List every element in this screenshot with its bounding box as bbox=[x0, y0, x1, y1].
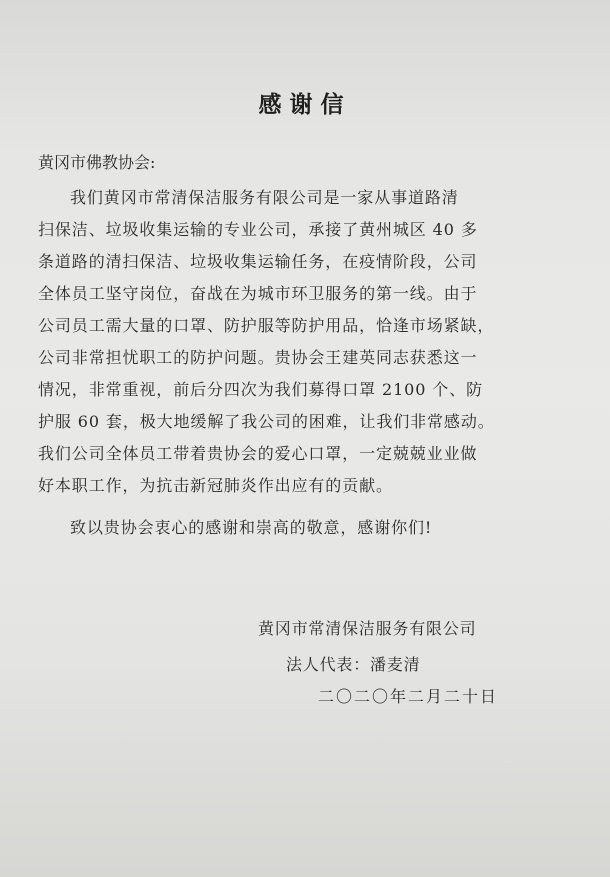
salutation: 黄冈市佛教协会: bbox=[38, 153, 156, 172]
body-line: 我们公司全体员工带着贵协会的爱心口罩，一定兢兢业业做 bbox=[38, 444, 478, 463]
body-line: 护服 60 套，极大地缓解了我公司的困难，让我们非常感动。 bbox=[38, 412, 495, 431]
signature-date: 二〇二〇年二月二十日 bbox=[318, 687, 499, 706]
letter-body bbox=[38, 182, 578, 502]
signature-representative: 法人代表：潘麦清 bbox=[286, 655, 421, 674]
body-line: 公司员工需大量的口罩、防护服等防护用品，恰逢市场紧缺， bbox=[38, 316, 495, 335]
body-line: 全体员工坚守岗位，奋战在为城市环卫服务的第一线。由于 bbox=[38, 284, 478, 303]
letter-title: 感谢信 bbox=[258, 91, 352, 118]
body-line: 条道路的清扫保洁、垃圾收集运输任务，在疫情阶段，公司 bbox=[38, 252, 478, 271]
body-line: 好本职工作，为抗击新冠肺炎作出应有的贡献。 bbox=[38, 476, 393, 495]
closing-line: 致以贵协会衷心的感谢和崇高的敬意，感谢你们! bbox=[70, 518, 433, 537]
signature-company: 黄冈市常清保洁服务有限公司 bbox=[258, 619, 477, 638]
body-line: 我们黄冈市常清保洁服务有限公司是一家从事道路清 bbox=[70, 188, 459, 207]
body-line: 公司非常担忧职工的防护问题。贵协会王建英同志获悉这一 bbox=[38, 348, 478, 367]
body-line: 扫保洁、垃圾收集运输的专业公司，承接了黄州城区 40 多 bbox=[38, 220, 478, 239]
body-line: 情况，非常重视，前后分四次为我们募得口罩 2100 个、防 bbox=[38, 380, 483, 399]
